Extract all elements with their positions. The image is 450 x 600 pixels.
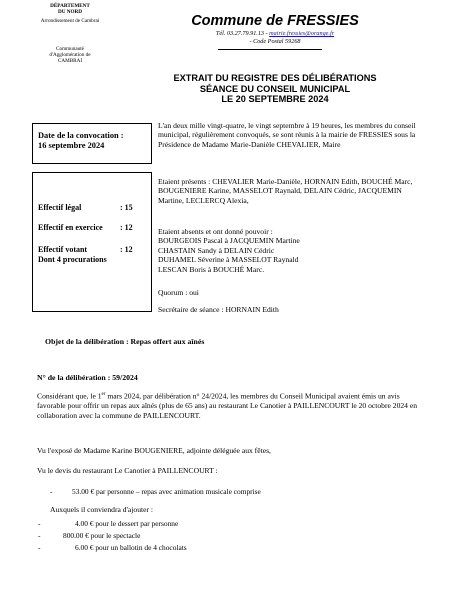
communaute-line1: Communauté	[56, 46, 84, 52]
absent-line: LESCAN Boris à BOUCHÉ Marc.	[158, 264, 265, 274]
arrondissement: Arrondissement de Cambrai	[40, 18, 100, 24]
absent-line: CHASTAIN Sandy à DELAIN Cédric	[158, 245, 275, 255]
title-line3: LE 20 SEPTEMBRE 2024	[221, 94, 329, 105]
contact-block	[185, 30, 365, 45]
considerant-paragraph: Considérant que, le 1er mars 2024, par délibération n° 24/2024, les membres du Conseil Municipal avaient émis un avis favorable pour offrir un repas aux aînés (plus de 65 ans) au restaurant Le Canotier à PAILLENCOURT le 20 octobre 2024 en collaboration avec la commune de PAILLENCOURT.	[37, 391, 418, 421]
absent-line: BOURGEOIS Pascal à JACQUEMIN Martine	[158, 236, 300, 246]
department-line2: DU NORD	[57, 9, 83, 15]
title-line1: EXTRAIT DU REGISTRE DES DÉLIBÉRATIONS	[173, 73, 377, 83]
devis-item: 53.00 € par personne – repas avec animation musicale comprise	[72, 487, 261, 496]
communaute-block	[20, 46, 120, 64]
absents-block	[158, 227, 416, 274]
email-link[interactable]: mairie.fressies@orange.fr	[269, 30, 335, 37]
header-divider	[218, 49, 322, 50]
ajouter-item: 6.00 € pour un ballotin de 4 chocolats	[75, 543, 187, 552]
numero-deliberation: N° de la délibération : 59/2024	[37, 373, 138, 382]
convocation-date: 16 septembre 2024	[38, 141, 105, 150]
postal-code: - Code Postal 59268	[249, 37, 301, 45]
ajouter-bullet: -	[38, 543, 41, 552]
intro-paragraph: L'an deux mille vingt-quatre, le vingt septembre à 19 heures, les membres du conseil municipal, régulièrement convoqués, se sont réunis à la mairie de FRESSIES sous la Présidence de Madame Marie-Danièle CHEVALIER, Maire	[158, 121, 416, 149]
ajouter-item: 4.00 € pour le dessert par personne	[75, 519, 179, 528]
presents-paragraph: Etaient présents : CHEVALIER Marie-Danièle, HORNAIN Edith, BOUCHÉ Marc, BOUGENIERE Karine, MASSELOT Raynald, DELAIN Cédric, JACQUEMIN Martine, LECLERCQ Alexia,	[158, 177, 413, 205]
absents-heading: Etaient absents et ont donné pouvoir :	[158, 227, 273, 236]
communaute-line3: CAMBRAI	[57, 58, 83, 64]
department-line1: DÉPARTEMENT	[50, 3, 90, 9]
secretaire: Secrétaire de séance : HORNAIN Edith	[158, 305, 279, 314]
department-block	[20, 3, 120, 24]
effectif-votant: Effectif votant : 12	[38, 245, 133, 254]
effectif-legal: Effectif légal : 15	[38, 203, 133, 212]
devis-bullet: -	[50, 487, 53, 496]
vu-devis: Vu le devis du restaurant Le Canotier à PAILLENCOURT :	[37, 466, 218, 475]
ajouter-bullet: -	[38, 519, 41, 528]
ajouter-item: 800.00 € pour le spectacle	[63, 531, 141, 540]
convocation-box	[32, 123, 152, 164]
ajouter-bullet: -	[38, 531, 41, 540]
document-title	[140, 73, 410, 105]
vu-expose: Vu l'exposé de Madame Karine BOUGENIERE, adjointe déléguée aux fêtes,	[37, 446, 271, 455]
telephone: Tél. 03.27.79.91.13 -	[215, 30, 268, 37]
ajouter-heading: Auxquels il conviendra d'ajouter :	[50, 505, 154, 514]
procurations: Dont 4 procurations	[38, 255, 107, 264]
communaute-line2: d'Agglomération de	[49, 52, 91, 58]
title-line2: SÉANCE DU CONSEIL MUNICIPAL	[199, 83, 351, 94]
commune-title: Commune de FRESSIES	[191, 13, 359, 29]
effectif-exercice: Effectif en exercice : 12	[38, 223, 133, 232]
effectifs-box	[32, 172, 152, 312]
quorum: Quorum : oui	[158, 288, 199, 297]
absent-line: DUHAMEL Séverine à MASSELOT Raynald	[158, 255, 299, 265]
convocation-label: Date de la convocation :	[38, 131, 124, 140]
objet-deliberation: Objet de la délibération : Repas offert aux aînés	[45, 337, 205, 346]
